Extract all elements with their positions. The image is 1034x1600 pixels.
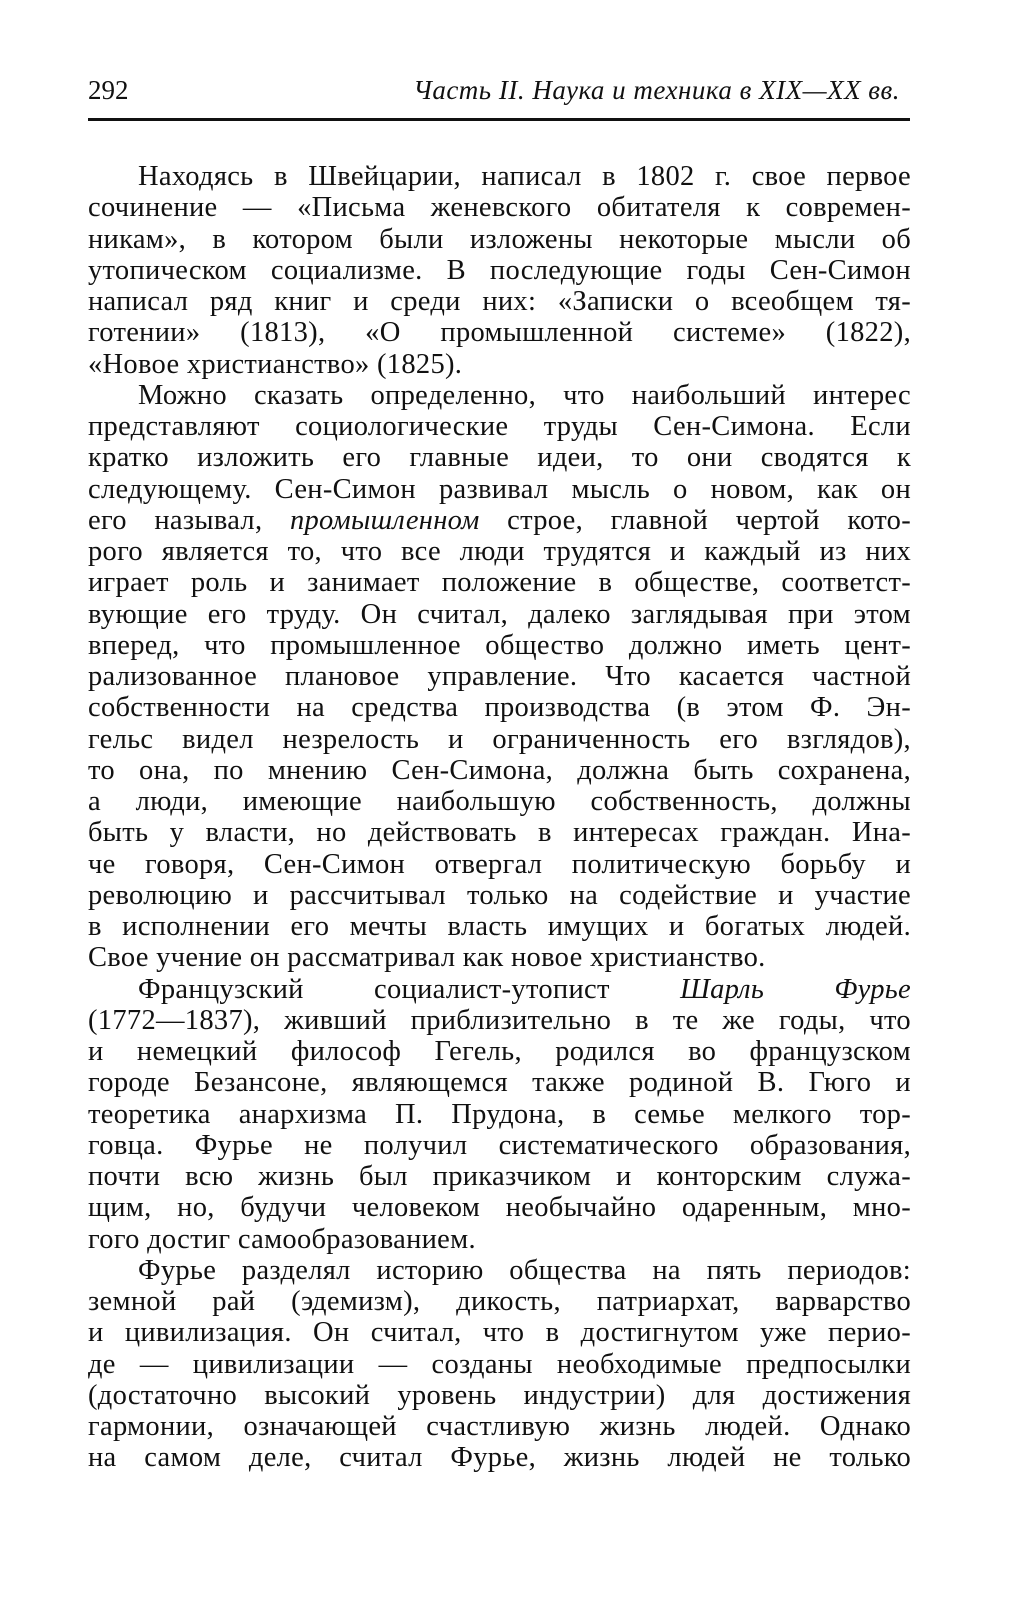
text-line: почти всю жизнь был приказчиком и конторским служа- xyxy=(88,1161,911,1192)
text-line: никам», в котором были изложены некоторые мысли об xyxy=(88,223,911,255)
text-line: земной рай (эдемизм), дикость, патриархат, варварство xyxy=(88,1286,911,1317)
text-line: рализованное плановое управление. Что касается частной xyxy=(88,661,911,692)
text-line: Свое учение он рассматривал как новое христианство. xyxy=(88,942,766,974)
text-line: представляют социологические труды Сен-Симона. Если xyxy=(88,411,911,442)
text-line: и немецкий философ Гегель, родился во французском xyxy=(88,1036,911,1067)
text-line: де — цивилизации — созданы необходимые предпосылки xyxy=(88,1348,911,1380)
text-run: строе, главной чертой кото- xyxy=(479,504,911,536)
paragraph-2 xyxy=(88,380,911,974)
text-line: быть у власти, но действовать в интересах граждан. Ина- xyxy=(88,817,911,849)
text-line: в исполнении его мечты власть имущих и богатых людей. xyxy=(88,911,911,942)
text-line: вующие его труду. Он считал, далеко заглядывая при этом xyxy=(88,598,911,630)
text-run: его называл, xyxy=(88,504,290,536)
paragraph-4 xyxy=(88,1255,911,1474)
text-line: городе Безансоне, являющемся также родиной В. Гюго и xyxy=(88,1067,911,1099)
text-line: гармонии, означающей счастливую жизнь людей. Однако xyxy=(88,1411,911,1442)
running-title: Часть II. Наука и техника в XIX—XX вв. xyxy=(413,75,900,105)
text-line: (1772—1837), живший приблизительно в те же годы, что xyxy=(88,1004,911,1036)
text-line: Можно сказать определенно, что наибольший интерес xyxy=(138,379,911,411)
text-line: говца. Фурье не получил систематического образования, xyxy=(88,1129,911,1161)
text-line: следующему. Сен-Симон развивал мысль о новом, как он xyxy=(88,473,911,505)
text-line: революцию и рассчитывал только на содействие и участие xyxy=(88,879,911,911)
text-line: (достаточно высокий уровень индустрии) для достижения xyxy=(88,1379,911,1411)
text-line: и цивилизация. Он считал, что в достигнутом уже перио- xyxy=(88,1317,911,1349)
text-line: гого достиг самообразованием. xyxy=(88,1223,476,1255)
paragraph-1 xyxy=(88,161,911,380)
text-line: че говоря, Сен-Симон отвергал политическую борьбу и xyxy=(88,848,911,880)
text-line: играет роль и занимает положение в обществе, соответст- xyxy=(88,567,911,599)
text-line: собственности на средства производства (в этом Ф. Эн- xyxy=(88,692,911,724)
text-line: «Новое христианство» (1825). xyxy=(88,348,463,380)
text-line: а люди, имеющие наибольшую собственность, должны xyxy=(88,786,911,817)
text-line-mixed xyxy=(88,505,911,536)
text-line: то она, по мнению Сен-Симона, должна быть сохранена, xyxy=(88,754,911,786)
main-text xyxy=(88,161,911,1474)
text-line: написал ряд книг и среди них: «Записки о всеобщем тя- xyxy=(88,286,911,317)
text-line: готении» (1813), «О промышленной системе» (1822), xyxy=(88,317,911,349)
text-line: на самом деле, считал Фурье, жизнь людей не только xyxy=(88,1442,911,1474)
text-line: Находясь в Швейцарии, написал в 1802 г. свое первое xyxy=(138,161,911,192)
text-line: Фурье разделял историю общества на пять периодов: xyxy=(138,1254,911,1286)
page-header xyxy=(88,74,908,114)
paragraph-3 xyxy=(88,974,911,1255)
text-line: рого является то, что все люди трудятся и каждый из них xyxy=(88,536,911,567)
text-line: утопическом социализме. В последующие годы Сен-Симон xyxy=(88,254,911,286)
header-rule xyxy=(88,118,910,121)
text-run: Французский социалист-утопист xyxy=(138,973,681,1005)
person-name-italic: Шарль Фурье xyxy=(680,973,911,1005)
text-line: вперед, что промышленное общество должно иметь цент- xyxy=(88,629,911,661)
text-line-mixed xyxy=(88,974,911,1005)
text-line: щим, но, будучи человеком необычайно одаренным, мно- xyxy=(88,1192,911,1224)
text-line: кратко изложить его главные идеи, то они сводятся к xyxy=(88,442,911,474)
text-line: сочинение — «Письма женевского обитателя к современ- xyxy=(88,192,911,224)
text-line: теоретика анархизма П. Прудона, в семье мелкого тор- xyxy=(88,1098,911,1130)
text-line: гельс видел незрелость и ограниченность его взглядов), xyxy=(88,723,911,755)
page-number: 292 xyxy=(88,75,129,105)
italic-term: промышленном xyxy=(289,504,480,536)
